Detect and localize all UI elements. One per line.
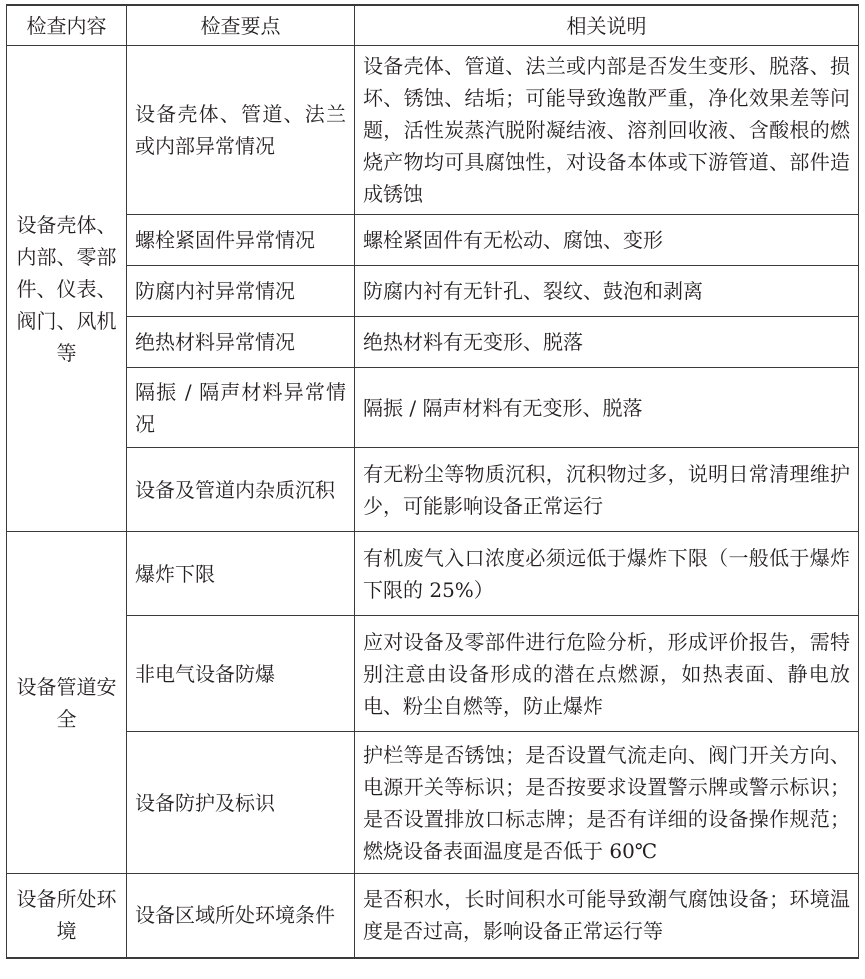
desc-cell: 设备壳体、管道、法兰或内部是否发生变形、脱落、损坏、锈蚀、结垢；可能导致逸散严重，净化效果差等问题，活性炭蒸汽脱附凝结液、溶剂回收液、含酸根的燃烧产物均可具腐蚀性，对设备本体或下游管道、部件造成锈蚀 (355, 46, 859, 215)
table-row (7, 532, 859, 616)
desc-cell: 有无粉尘等物质沉积，沉积物过多，说明日常清理维护少，可能影响设备正常运行 (355, 448, 859, 532)
desc-cell: 有机废气入口浓度必须远低于爆炸下限（一般低于爆炸下限的 25%） (355, 532, 859, 616)
desc-cell: 隔振 / 隔声材料有无变形、脱落 (355, 368, 859, 448)
desc-cell: 螺栓紧固件有无松动、腐蚀、变形 (355, 215, 859, 266)
desc-cell: 绝热材料有无变形、脱落 (355, 317, 859, 368)
point-cell: 设备防护及标识 (127, 732, 355, 874)
category-cell: 设备所处环境 (7, 874, 127, 958)
header-related-notes: 相关说明 (355, 5, 859, 46)
desc-cell: 应对设备及零部件进行危险分析，形成评价报告，需特别注意由设备形成的潜在点燃源，如热表面、静电放电、粉尘自燃等，防止爆炸 (355, 616, 859, 732)
table-row (7, 732, 859, 874)
point-cell: 绝热材料异常情况 (127, 317, 355, 368)
inspection-table (6, 4, 859, 959)
point-cell: 非电气设备防爆 (127, 616, 355, 732)
point-cell: 防腐内衬异常情况 (127, 266, 355, 317)
header-inspection-content: 检查内容 (7, 5, 127, 46)
point-cell: 隔振 / 隔声材料异常情况 (127, 368, 355, 448)
header-inspection-points: 检查要点 (127, 5, 355, 46)
desc-cell: 护栏等是否锈蚀；是否设置气流走向、阀门开关方向、电源开关等标识；是否按要求设置警示牌或警示标识；是否设置排放口标志牌；是否有详细的设备操作规范；燃烧设备表面温度是否低于 60℃ (355, 732, 859, 874)
table-row (7, 368, 859, 448)
desc-cell: 是否积水，长时间积水可能导致潮气腐蚀设备；环境温度是否过高，影响设备正常运行等 (355, 874, 859, 958)
point-cell: 设备壳体、管道、法兰或内部异常情况 (127, 46, 355, 215)
table-row (7, 266, 859, 317)
category-cell: 设备管道安全 (7, 532, 127, 874)
table-row (7, 46, 859, 215)
table-header-row (7, 5, 859, 46)
table-row (7, 215, 859, 266)
desc-cell: 防腐内衬有无针孔、裂纹、鼓泡和剥离 (355, 266, 859, 317)
point-cell: 设备区域所处环境条件 (127, 874, 355, 958)
table-row (7, 317, 859, 368)
table-row (7, 616, 859, 732)
table-row (7, 874, 859, 958)
category-cell: 设备壳体、内部、零部件、仪表、阀门、风机等 (7, 46, 127, 532)
point-cell: 螺栓紧固件异常情况 (127, 215, 355, 266)
point-cell: 爆炸下限 (127, 532, 355, 616)
table-row (7, 448, 859, 532)
point-cell: 设备及管道内杂质沉积 (127, 448, 355, 532)
